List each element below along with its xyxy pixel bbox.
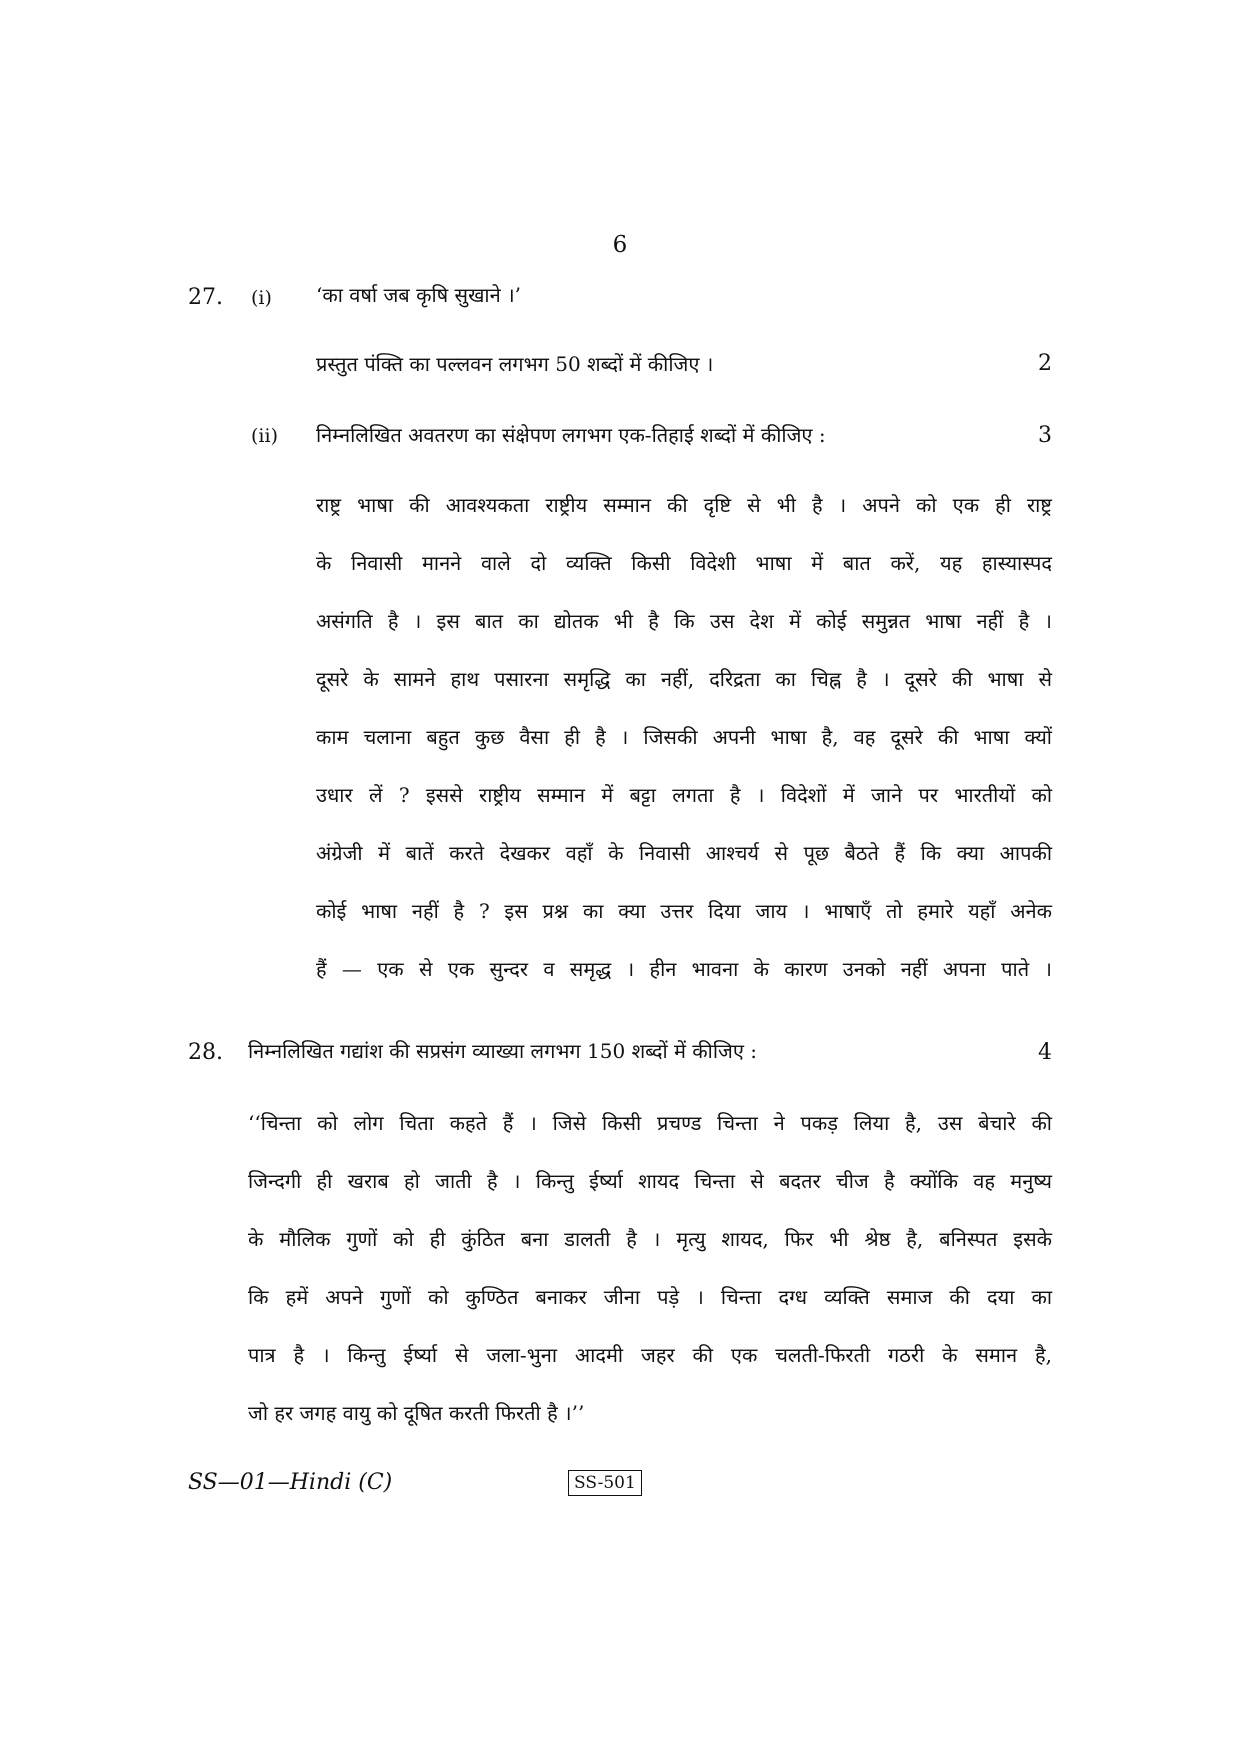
question-28-marks: 4 [1038, 1040, 1052, 1065]
passage-line: के मौलिक गुणों को ही कुंठित बना डालती है । मृत्यु शायद, फिर भी श्रेष्ठ है, बनिस्पत इसके [248, 1227, 1052, 1251]
question-27-part-i-quote: ‘का वर्षा जब कृषि सुखाने ।’ [316, 283, 522, 307]
passage-line: पात्र है । किन्तु ईर्ष्या से जला-भुना आदमी जहर की एक चलती-फिरती गठरी के समान है, [248, 1343, 1052, 1367]
question-27-part-i-label: (i) [251, 287, 272, 309]
question-28-number: 28. [188, 1040, 223, 1065]
question-27-part-ii-instruction: निम्नलिखित अवतरण का संक्षेपण लगभग एक-तिहाई शब्दों में कीजिए : [316, 423, 826, 447]
question-28-instruction: निम्नलिखित गद्यांश की सप्रसंग व्याख्या लगभग 150 शब्दों में कीजिए : [248, 1039, 758, 1063]
passage-line: हैं — एक से एक सुन्दर व समृद्ध । हीन भावना के कारण उनको नहीं अपना पाते । [316, 957, 1052, 981]
passage-line: असंगति है । इस बात का द्योतक भी है कि उस देश में कोई समुन्नत भाषा नहीं है । [316, 609, 1052, 633]
paper-box-code: SS-501 [568, 1470, 642, 1496]
question-27-part-ii-label: (ii) [251, 425, 278, 447]
passage-line: काम चलाना बहुत कुछ वैसा ही है । जिसकी अपनी भाषा है, वह दूसरे की भाषा क्यों [316, 725, 1052, 749]
passage-line: ‘‘चिन्ता को लोग चिता कहते हैं । जिसे किसी प्रचण्ड चिन्ता ने पकड़ लिया है, उस बेचारे की [248, 1111, 1052, 1135]
passage-line: जिन्दगी ही खराब हो जाती है । किन्तु ईर्ष्या शायद चिन्ता से बदतर चीज है क्योंकि वह मनुष्य [248, 1169, 1052, 1193]
paper-code: SS—01—Hindi (C) [188, 1470, 393, 1495]
question-27-part-i-instruction: प्रस्तुत पंक्ति का पल्लवन लगभग 50 शब्दों में कीजिए । [316, 352, 714, 376]
passage-line: राष्ट्र भाषा की आवश्यकता राष्ट्रीय सम्मान की दृष्टि से भी है । अपने को एक ही राष्ट्र [316, 493, 1052, 517]
question-28-passage [248, 1094, 1052, 1442]
question-27-number: 27. [188, 285, 223, 310]
passage-line: कोई भाषा नहीं है ? इस प्रश्न का क्या उत्तर दिया जाय । भाषाएँ तो हमारे यहाँ अनेक [316, 899, 1052, 923]
passage-line: उधार लें ? इससे राष्ट्रीय सम्मान में बट्टा लगता है । विदेशों में जाने पर भारतीयों को [316, 783, 1052, 807]
passage-line: जो हर जगह वायु को दूषित करती फिरती है ।’’ [248, 1401, 585, 1425]
question-27-part-ii-marks: 3 [1038, 423, 1052, 448]
passage-line: कि हमें अपने गुणों को कुण्ठित बनाकर जीना पड़े । चिन्ता दग्ध व्यक्ति समाज की दया का [248, 1285, 1052, 1309]
page-number: 6 [612, 232, 628, 258]
passage-line: दूसरे के सामने हाथ पसारना समृद्धि का नहीं, दरिद्रता का चिह्न है । दूसरे की भाषा से [316, 667, 1052, 691]
question-27-part-i-marks: 2 [1038, 351, 1052, 376]
passage-line: अंग्रेजी में बातें करते देखकर वहाँ के निवासी आश्चर्य से पूछ बैठते हैं कि क्या आपकी [316, 841, 1052, 865]
passage-line: के निवासी मानने वाले दो व्यक्ति किसी विदेशी भाषा में बात करें, यह हास्यास्पद [316, 551, 1052, 575]
question-27-passage [316, 476, 1052, 998]
